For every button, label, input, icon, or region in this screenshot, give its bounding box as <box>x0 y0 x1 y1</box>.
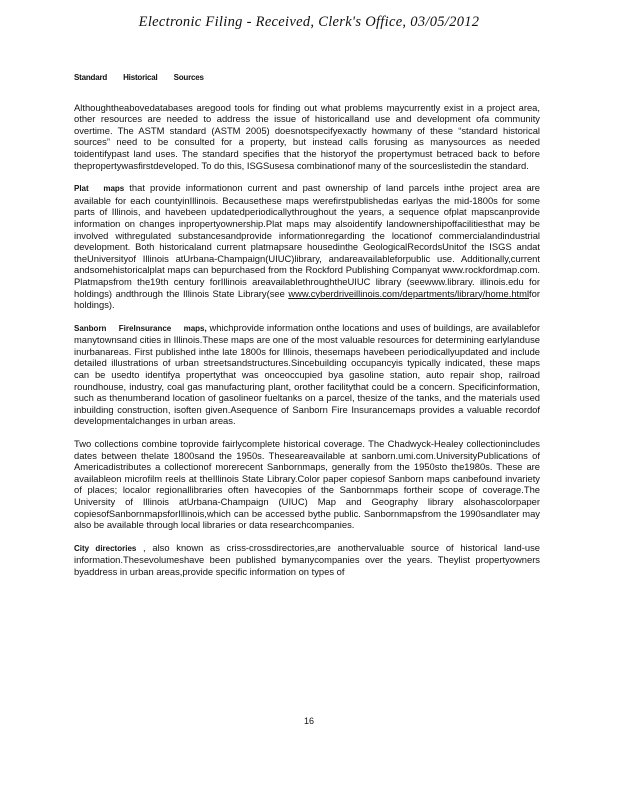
paragraph-plat-maps <box>74 182 540 311</box>
plat-maps-text: that provide informationon current and past ownership of land parcels inthe project area are available for each countyinIllinois. Becausethese maps werefirstpublishedas earlyas the mid-1800s for some parts of Illinois, and havebeen updatedperiodicallythroughout the years, a sequence ofplat mapscanprovide information on changes inpropertyownership.Plat maps may alsoidentify landownershipoffacilitiesthat may be involved withregulated substancesandprovide informationregarding the locationof commercialandindustrial development. Both historicaland current platmapsare housedinthe GeologicalRecordsUnitof the ISGS andat theUniversityof Illinois atUrbana-Champaign(UIUC)library, andareavailableforpublic use. Additionally,current andsomehistoricalplat maps can bepurchased from the Rockford Publishing Companyat <box>74 182 540 276</box>
paragraph-sanborn-maps <box>74 322 540 427</box>
paragraph-intro: Althoughtheabovedatabases aregood tools for finding out what problems maycurrently exist in a project area, other resources are needed to address the issue of historicalland use and development ofa community overtime. The ASTM standard (ASTM 2005) doesnotspecifyexactly howmany of these “standard historical sources” need to be consulted for a property, but instead calls forusing as manysources as needed toidentifypast land uses. The standard specifies that the historyof the propertymust betraced back to before thepropertywasfirstdeveloped. To do this, ISGSusesa combinationof many of the sourceslistedin the standard. <box>74 101 540 171</box>
sanborn-term: Sanborn FireInsurance maps, <box>74 323 207 333</box>
cyberdrive-link[interactable]: www.cyberdriveillinois.com/departments/library/home.html <box>288 287 530 299</box>
city-directories-term: City directories <box>74 543 137 553</box>
document-body <box>74 72 540 589</box>
section-heading: Standard Historical Sources <box>74 73 204 82</box>
sanborn-text: whichprovide information onthe locations and uses of buildings, are availablefor manytownsand cities in Illinois.These maps are one of the most valuable resources for determining earlylanduse inurbanareas. First published inthe late 1800s for Illinois, thesemaps havebeen periodicallyupdated and include detailed illustrations of urban streetsandstructures.Sincebuilding occupancyis typically indicated, these maps can be usedto identifya propertythat was onceoccupied bya gasoline station, auto repair shop, railroad roundhouse, industry, coal gas manufacturing plant, orother facilitythat could be a concern. Specificinformation, such as thenumberand location of gasolineor fueltanks on a parcel, thesize of the tanks, and the materials used inbuilding construction, isoften given.Asequence of Sanborn Fire Insurancemaps provides a valuable recordof developmentalchanges in urban areas. <box>74 321 540 427</box>
paragraph-city-directories <box>74 542 540 578</box>
paragraph-collections: Two collections combine toprovide fairlycomplete historical coverage. The Chadwyck-Healey collectionincludes dates between thelate 1800sand the 1950s. Theseareavailable at sanborn.umi.com.UniversityPublications of Americadistributes a collectionof morerecent Sanbornmaps, generally from the 1950sto the1980s. These are availableon microfilm reels at theIllinois State Library.Color paper copiesof Sanborn maps canbefound invariety of places; localor regionallibraries often havecopies of the Sanbornmaps fortheir scope of coverage.The University of Illinois atUrbana-Champaign (UIUC) Map and Geography library alsohascolorpaper copiesofSanbornmapsforIllinois,which can be accessed bythe public. Sanbornmapsfrom the 1990sandlater may also be available through local libraries or data researchcompanies. <box>74 438 540 531</box>
city-directories-text: , also known as criss-crossdirectories,are anothervaluable source of historical land-use information.Thesevolumeshave been published bymanycompanies over the years. Theylist propertyowners byaddress in urban areas,provide specific information on types of <box>74 541 540 577</box>
plat-maps-text-end: for holdings). <box>74 287 540 311</box>
plat-maps-term: Plat maps <box>74 184 125 194</box>
filing-header: Electronic Filing - Received, Clerk's Office, 03/05/2012 <box>138 14 480 30</box>
rockford-link[interactable]: www.rockfordmap.com <box>442 264 538 276</box>
plat-maps-text-mid: . Platmapsfrom the19th century forIllinois areavailablethroughtheUIUC library (seewww.library. illinois.edu for holdings) andthrough the Illinois State Library(see <box>74 264 540 299</box>
page-number: 16 <box>303 716 314 726</box>
